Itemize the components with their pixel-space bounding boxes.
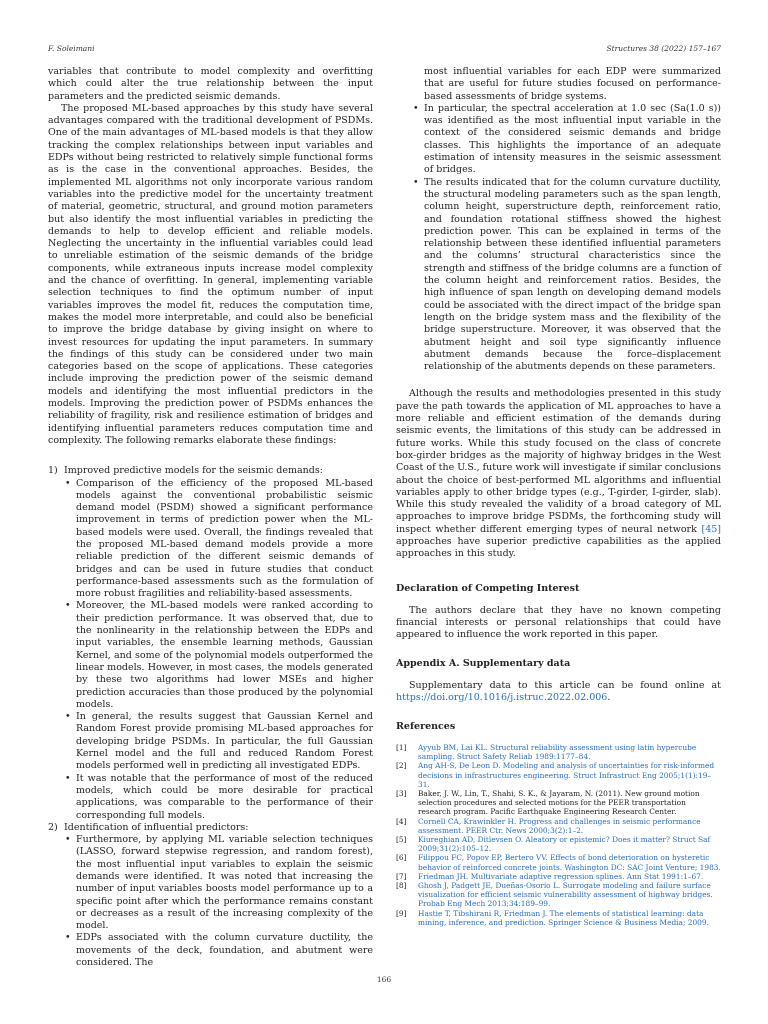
citation-link[interactable]: [45] <box>701 523 721 535</box>
reference-item[interactable] <box>396 909 721 927</box>
section-heading-appendix: Appendix A. Supplementary data <box>396 657 571 669</box>
bullet-item: • EDPs associated with the column curvature ductility, the movements of the deck, foundation, and abutment were considered. The <box>65 932 373 969</box>
reference-text[interactable]: Kiureghian AD, Ditlevsen O. Aleatory or epistemic? Does it matter? Struct Saf 2009;31(2):105–12. <box>418 834 711 854</box>
running-header-author: F. Soleimani <box>48 44 95 53</box>
reference-text[interactable]: Ghosh J, Padgett JE, Dueñas-Osorio L. Surrogate modeling and failure surface visualization for efficient seismic vulnerability assessment of highway bridges. Probab Eng Mech 2013;34:189–99. <box>418 881 713 909</box>
reference-text[interactable]: Ang AH-S, De Leon D. Modeling and analysis of uncertainties for risk-informed decisions in infrastructures engineering. Struct Infrastruct Eng 2005;1(1):19–31. <box>418 761 715 789</box>
reference-number: [2] <box>396 761 407 771</box>
bullet-item: • Comparison of the efficiency of the proposed ML-based models against the conventional probabilistic seismic demand model (PSDM) showed a significant performance improvement in terms of prediction power when the ML-based models were used. Overall, the findings revealed that the proposed ML-based demand models provide a more reliable prediction of the different seismic demands of bridges and can be used in future studies that conduct performance-based assessments such as the formulation of more robust fragilities and reliability-based assessments. <box>65 477 373 600</box>
reference-number: [3] <box>396 788 407 798</box>
reference-text[interactable]: Cornell CA, Krawinkler H. Progress and challenges in seismic performance assessment. PEER Ctr. News 2000;3(2):1–2. <box>418 816 701 835</box>
section-heading-competing-interest: Declaration of Competing Interest <box>396 582 580 594</box>
item-title: Identification of influential predictors: <box>64 821 249 833</box>
reference-list <box>396 743 721 927</box>
reference-item[interactable] <box>396 835 721 853</box>
reference-item <box>396 789 721 817</box>
reference-text[interactable]: Ayyub BM, Lai KL. Structural reliability assessment using latin hypercube sampling. Struct Safety Reliab 1989:1177–84. <box>418 742 697 762</box>
reference-number: [6] <box>396 853 407 863</box>
reference-text[interactable]: Filippou FC, Popov EP, Bertero VV. Effects of bond deterioration on hysteretic behavior of reinforced concrete joints. Washington DC: SAC Joint Venture; 1983. <box>418 853 721 872</box>
reference-number: [5] <box>396 834 407 844</box>
paragraph-advantages: The proposed ML-based approaches by this study have several advantages compared with the traditional development of PSDMs. One of the main advantages of ML-based models is that they allow tracking the complex relationships between input variables and EDPs without being restricted to relatively simple functional forms as is the case in the conventional approaches. Besides, the implemented ML algorithms not only incorporate various random variables into the predictive model for the uncertainty treatment of material, geometric, structural, and ground motion parameters but also identify the most influential variables in predicting the demands to help to develop efficient and reliable models. Neglecting the uncertainty in the influential variables could lead to unreliable estimation of the seismic demands of the bridge components, while extraneous inputs increase model complexity and the chance of overfitting. In general, implementing variable selection techniques to find the optimum number of input variables improves the model fit, reduces the computation time, makes the model more interpretable, and could also be beneficial to improve the bridge database by giving insight on where to invest resources for updating the input parameters. In summary the findings of this study can be considered under two main categories based on the scope of applications. These categories include improving the prediction power of the seismic demand models and identifying the most influential predictors in the models. Improving the prediction power of PSDMs enhances the reliability of fragility, risk and resilience estimation of bridges and identifying influential parameters reduces computation time and complexity. The following remarks elaborate these findings: <box>48 102 373 446</box>
section-heading-references: References <box>396 720 456 732</box>
reference-number: [1] <box>396 742 407 752</box>
reference-number: [7] <box>396 871 407 881</box>
numbered-item-2 <box>48 822 373 834</box>
item-number: 2) <box>48 821 58 833</box>
reference-item[interactable] <box>396 881 721 909</box>
numbered-item-1 <box>48 465 373 477</box>
bullet-item: • In general, the results suggest that Gaussian Kernel and Random Forest provide promising ML-based approaches for developing bridge PSDMs. In particular, the full Gaussian Kernel model and the full and reduced Random Forest models performed well in predicting all investigated EDPs. <box>65 711 373 772</box>
bullet-continued: most influential variables for each EDP were summarized that are useful for future studies focused on performance-based assessments of bridge systems. <box>424 66 721 102</box>
bullet-item: • It was notable that the performance of most of the reduced models, which could be more desirable for practical applications, was comparable to the performance of their corresponding full models. <box>65 772 373 821</box>
doi-link[interactable]: https://doi.org/10.1016/j.istruc.2022.02.006 <box>396 692 608 704</box>
paragraph-continued: variables that contribute to model complexity and overfitting which could alter the true relationship between the input parameters and the predicted seismic demands. <box>48 66 373 102</box>
reference-item[interactable] <box>396 872 721 881</box>
bullet-item: • Furthermore, by applying ML variable selection techniques (LASSO, forward stepwise regression, and random forest), the most influential input variables to explain the seismic demands were identified. It was noted that increasing the number of input variables boosts model performance up to a specific point after which the performance remains constant or decreases as a result of the increasing complexity of the model. <box>65 834 373 932</box>
reference-item[interactable] <box>396 817 721 835</box>
bullet-item: • Moreover, the ML-based models were ranked according to their prediction performance. It was observed that, due to the nonlinearity in the relationship between the EDPs and input variables, the ensemble learning methods, Gaussian Kernel, and some of the polynomial models outperformed the linear models. However, in most cases, the models generated by these two algorithms had lower MSEs and higher prediction accuracies than those produced by the polynomial models. <box>65 600 373 710</box>
item-number: 1) <box>48 465 58 477</box>
paragraph-future-work: Although the results and methodologies presented in this study pave the path towards the application of ML approaches to have a more reliable and efficient estimation of the demands during seismic events, the limitations of this study can be addressed in future works. While this study focused on the class of concrete box-girder bridges as the majority of highway bridges in the West Coast of the U.S., future work will investigate if similar conclusions about the choice of best-performed ML algorithms and influential variables apply to other bridge types (e.g., T-girder, I-girder, slab). While this study revealed the validity of a broad category of ML approaches to improve bridge PSDMs, the forthcoming study will inspect whether different emerging types of neural network [45] approaches have superior predictive capabilities as the applied approaches in this study. <box>396 388 721 560</box>
left-column <box>48 66 373 969</box>
reference-number: [4] <box>396 816 407 826</box>
right-column <box>396 66 721 927</box>
reference-number: [8] <box>396 881 407 890</box>
running-header-journal: Structures 38 (2022) 157–167 <box>606 44 721 53</box>
reference-number: [9] <box>396 908 407 918</box>
bullet-item: • The results indicated that for the column curvature ductility, the structural modeling parameters such as the span length, column height, superstructure depth, reinforcement ratio, and foundation rotational stiffness showed the highest prediction power. This can be explained in terms of the relationship between these identified influential parameters and the columns’ structural characteristics since the strength and stiffness of the bridge columns are a function of the column height and reinforcement ratios. Besides, the high influence of span length on developing demand models could be associated with the direct impact of the bridge span length on the bridge system mass and the flexibility of the bridge superstructure. Moreover, it was observed that the abutment height and soil type significantly influence abutment demands because the force–displacement relationship of the abutments depends on these parameters. <box>413 176 721 373</box>
reference-text[interactable]: Friedman JH. Multivariate adaptive regression splines. Ann Stat 1991:1–67. <box>418 871 704 881</box>
item-title: Improved predictive models for the seismic demands: <box>64 465 323 477</box>
paragraph-competing-interest: The authors declare that they have no known competing financial interests or personal relationships that could have appeared to influence the work reported in this paper. <box>396 604 721 641</box>
reference-item[interactable] <box>396 743 721 761</box>
paragraph-supplementary: Supplementary data to this article can be found online at https://doi.org/10.1016/j.istruc.2022.02.006. <box>396 680 721 704</box>
bullet-item: • In particular, the spectral acceleration at 1.0 sec (Sa(1.0 s)) was identified as the most influential input variable in the context of the considered seismic demands and bridge classes. This highlights the importance of an adequate estimation of intensity measures in the seismic assessment of bridges. <box>413 102 721 176</box>
reference-text[interactable]: Hastie T, Tibshirani R, Friedman J. The elements of statistical learning: data mining, inference, and prediction. Springer Science & Business Media; 2009. <box>418 908 709 927</box>
page-number: 166 <box>376 975 392 984</box>
reference-item[interactable] <box>396 853 721 871</box>
reference-text: Baker, J. W., Lin, T., Shahi, S. K., & Jayaram, N. (2011). New ground motion selection procedures and selected motions for the PEER transportation research program. Pacific Earthquake Engineering Research Center. <box>418 788 700 817</box>
reference-item[interactable] <box>396 761 721 789</box>
